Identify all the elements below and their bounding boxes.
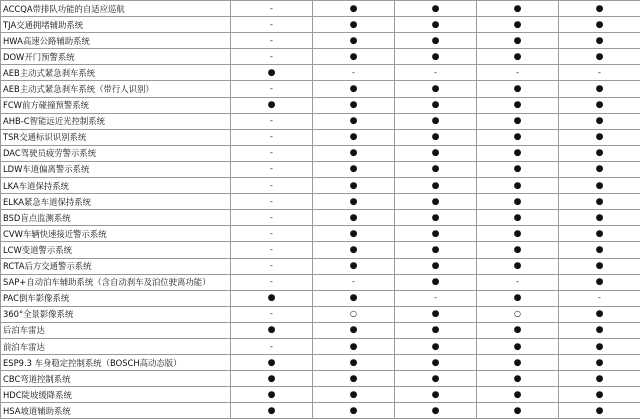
feature-value-cell: ● [559,322,640,338]
feature-name: CVW车辆快速接近警示系统 [1,226,231,242]
feature-value-cell: - [231,306,313,322]
feature-value-cell: ● [477,355,559,371]
feature-value-cell: ● [313,97,395,113]
feature-value-cell: ● [313,33,395,49]
feature-value-cell: ● [395,242,477,258]
table-row [1,49,640,65]
feature-value-cell: ● [477,338,559,354]
feature-value-cell: - [559,65,640,81]
feature-value-cell: ● [477,1,559,17]
feature-value-cell: - [231,194,313,210]
feature-value-cell: ● [313,49,395,65]
feature-value-cell: ● [395,1,477,17]
feature-value-cell: ● [395,371,477,387]
table-row [1,65,640,81]
feature-value-cell: ● [477,258,559,274]
table-row [1,33,640,49]
feature-value-cell: ● [395,113,477,129]
feature-value-cell: ○ [313,306,395,322]
feature-value-cell: ● [231,403,313,419]
feature-value-cell: ● [231,371,313,387]
feature-value-cell: - [231,178,313,194]
table-row [1,258,640,274]
feature-value-cell: ○ [477,306,559,322]
feature-value-cell: ● [395,97,477,113]
feature-value-cell: ● [231,65,313,81]
table-row [1,17,640,33]
feature-value-cell: - [231,129,313,145]
feature-value-cell: - [231,1,313,17]
feature-value-cell: ● [395,178,477,194]
feature-name: PAC倒车影像系统 [1,290,231,306]
feature-name: 前泊车雷达 [1,338,231,354]
table-row [1,129,640,145]
feature-value-cell: ● [313,322,395,338]
feature-name: ESP9.3 车身稳定控制系统（BOSCH高动态版） [1,355,231,371]
feature-name: LCW变道警示系统 [1,242,231,258]
feature-value-cell: ● [313,161,395,177]
feature-value-cell: - [231,258,313,274]
feature-value-cell: - [231,338,313,354]
feature-value-cell: ● [477,371,559,387]
feature-value-cell: ● [477,242,559,258]
feature-value-cell: ● [395,338,477,354]
table-row [1,226,640,242]
feature-value-cell: ● [313,355,395,371]
table-row [1,178,640,194]
feature-name: 360°全景影像系统 [1,306,231,322]
feature-value-cell: ● [313,387,395,403]
feature-value-cell: ● [559,17,640,33]
feature-value-cell: - [477,274,559,290]
feature-value-cell: ● [477,49,559,65]
feature-value-cell: - [231,33,313,49]
feature-value-cell: ● [559,242,640,258]
table-row [1,371,640,387]
feature-name: HSA坡道辅助系统 [1,403,231,419]
feature-value-cell: ● [559,306,640,322]
feature-value-cell: - [231,49,313,65]
table-row [1,322,640,338]
feature-value-cell: ● [313,17,395,33]
feature-value-cell: - [395,290,477,306]
table-row [1,194,640,210]
feature-value-cell: ● [313,242,395,258]
feature-name: BSD盲点监测系统 [1,210,231,226]
feature-value-cell: ● [559,49,640,65]
table-row [1,113,640,129]
feature-value-cell: ● [313,113,395,129]
feature-name: HWA高速公路辅助系统 [1,33,231,49]
feature-value-cell: - [231,274,313,290]
feature-value-cell: ● [395,210,477,226]
feature-value-cell: ● [559,338,640,354]
feature-value-cell: - [231,145,313,161]
table-row [1,274,640,290]
feature-value-cell: ● [559,145,640,161]
feature-value-cell: ● [559,161,640,177]
feature-name: 后泊车雷达 [1,322,231,338]
table-row [1,355,640,371]
feature-value-cell: ● [395,161,477,177]
feature-value-cell: ● [559,210,640,226]
feature-value-cell: ● [559,81,640,97]
feature-name: AHB-C智能远近光控制系统 [1,113,231,129]
feature-value-cell: ● [395,387,477,403]
feature-value-cell: - [231,210,313,226]
table-row [1,338,640,354]
feature-value-cell: ● [313,129,395,145]
feature-value-cell: ● [559,97,640,113]
feature-value-cell: ● [395,306,477,322]
feature-value-cell: - [559,290,640,306]
feature-value-cell: ● [395,274,477,290]
feature-value-cell: ● [313,194,395,210]
feature-value-cell: ● [477,387,559,403]
feature-name: FCW前方碰撞预警系统 [1,97,231,113]
feature-value-cell: - [231,226,313,242]
feature-value-cell: ● [477,97,559,113]
feature-value-cell: - [231,113,313,129]
feature-value-cell: ● [559,403,640,419]
feature-value-cell: ● [231,97,313,113]
feature-value-cell: - [313,65,395,81]
feature-value-cell: - [231,242,313,258]
feature-value-cell: ● [559,1,640,17]
feature-name: CBC弯道控制系统 [1,371,231,387]
feature-value-cell: ● [313,258,395,274]
feature-value-cell: ● [559,355,640,371]
feature-value-cell: ● [313,145,395,161]
feature-value-cell: - [477,65,559,81]
feature-value-cell: ● [395,129,477,145]
feature-value-cell: ● [231,290,313,306]
feature-name: TSR交通标识识别系统 [1,129,231,145]
feature-name: LKA车道保持系统 [1,178,231,194]
feature-value-cell: ● [231,355,313,371]
feature-value-cell: - [313,274,395,290]
feature-value-cell: ● [477,81,559,97]
table-row [1,403,640,419]
feature-value-cell: - [231,17,313,33]
feature-value-cell: ● [313,226,395,242]
feature-value-cell: ● [395,81,477,97]
feature-value-cell: ● [559,371,640,387]
feature-value-cell: ● [559,274,640,290]
feature-value-cell: ● [313,290,395,306]
feature-value-cell: ● [313,178,395,194]
feature-value-cell: ● [395,145,477,161]
feature-value-cell: ● [313,371,395,387]
table-row [1,1,640,17]
feature-name: RCTA后方交通警示系统 [1,258,231,274]
feature-name: SAP+自动泊车辅助系统（含自动刹车及泊位驶离功能） [1,274,231,290]
feature-value-cell: ● [395,17,477,33]
feature-value-cell: ● [231,322,313,338]
feature-value-cell: ● [395,194,477,210]
feature-value-cell: ● [395,258,477,274]
feature-value-cell: ● [559,226,640,242]
feature-value-cell: ● [559,178,640,194]
feature-name: HDC陡坡缓降系统 [1,387,231,403]
feature-name: AEB主动式紧急刹车系统（带行人识别） [1,81,231,97]
table-row [1,242,640,258]
feature-value-cell: ● [559,33,640,49]
feature-value-cell: ● [477,194,559,210]
feature-name: LDW车道偏离警示系统 [1,161,231,177]
feature-value-cell: ● [477,403,559,419]
feature-name: DOW开门预警系统 [1,49,231,65]
feature-value-cell: ● [477,129,559,145]
table-row [1,97,640,113]
feature-value-cell: ● [477,210,559,226]
feature-value-cell: ● [313,403,395,419]
table-row [1,290,640,306]
feature-value-cell: - [231,81,313,97]
feature-value-cell: ● [313,1,395,17]
feature-value-cell: ● [313,210,395,226]
feature-name: AEB主动式紧急刹车系统 [1,65,231,81]
feature-value-cell: ● [477,226,559,242]
table-row [1,81,640,97]
feature-value-cell: ● [313,81,395,97]
feature-table-body [1,1,640,419]
feature-name: DAC驾驶员疲劳警示系统 [1,145,231,161]
feature-name: TJA交通拥堵辅助系统 [1,17,231,33]
feature-name: ELKA紧急车道保持系统 [1,194,231,210]
feature-value-cell: ● [477,33,559,49]
feature-value-cell: ● [477,161,559,177]
feature-value-cell: ● [395,49,477,65]
table-row [1,161,640,177]
table-row [1,387,640,403]
feature-value-cell: ● [395,403,477,419]
feature-value-cell: ● [559,258,640,274]
feature-value-cell: ● [313,338,395,354]
feature-value-cell: ● [477,145,559,161]
feature-name: ACCQA带排队功能的自适应巡航 [1,1,231,17]
feature-value-cell: ● [477,290,559,306]
feature-value-cell: ● [559,387,640,403]
table-row [1,210,640,226]
feature-value-cell: ● [395,226,477,242]
feature-value-cell: ● [559,194,640,210]
feature-value-cell: ● [477,322,559,338]
feature-value-cell: - [231,161,313,177]
table-row [1,145,640,161]
feature-value-cell: ● [477,113,559,129]
feature-value-cell: ● [395,355,477,371]
feature-value-cell: ● [559,113,640,129]
feature-value-cell: ● [477,17,559,33]
feature-value-cell: ● [395,33,477,49]
feature-value-cell: - [395,65,477,81]
feature-value-cell: ● [231,387,313,403]
feature-value-cell: ● [395,322,477,338]
table-row [1,306,640,322]
feature-value-cell: ● [477,178,559,194]
feature-value-cell: ● [559,129,640,145]
